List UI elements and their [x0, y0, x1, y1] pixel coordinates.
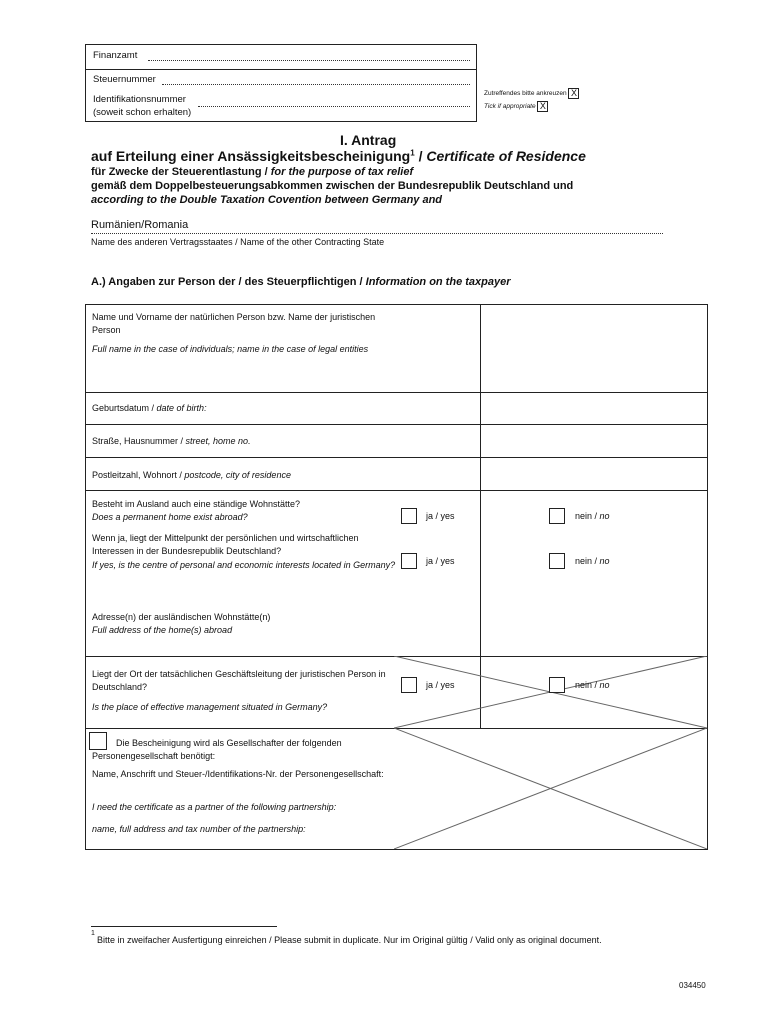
- contracting-state-value: Rumänien/Romania: [91, 219, 189, 231]
- address-label-de: Adresse(n) der ausländischen Wohnstätte(n): [92, 612, 271, 622]
- identnr-label: Identifikationsnummer: [93, 94, 186, 105]
- address-input[interactable]: [482, 595, 706, 655]
- footnote-ref: 1: [410, 148, 415, 158]
- finanzamt-row: [86, 45, 476, 70]
- home-label-de: Besteht im Ausland auch eine ständige Wohnstätte?: [92, 499, 300, 509]
- partner-name-label-en: name, full address and tax number of the partnership:: [92, 824, 306, 834]
- steuernummer-field[interactable]: [162, 83, 470, 85]
- tick-box-example: X: [568, 88, 579, 99]
- birth-label: Geburtsdatum / date of birth:: [92, 403, 207, 413]
- form-number: 034450: [679, 981, 706, 990]
- centre-yes-label: ja / yes: [426, 556, 455, 566]
- title-certificate: auf Erteilung einer Ansässigkeitsbescheinigung$^1$ / Certificate of Residence: [91, 148, 586, 164]
- city-label: Postleitzahl, Wohnort / postcode, city of residence: [92, 470, 291, 480]
- footnote-rule: [91, 926, 277, 927]
- street-label: Straße, Hausnummer / street, home no.: [92, 436, 251, 446]
- taxpayer-table: [85, 304, 708, 850]
- home-label-en: Does a permanent home exist abroad?: [92, 512, 248, 522]
- identnr-field[interactable]: [198, 105, 470, 107]
- row-line: [86, 490, 707, 491]
- address-label-en: Full address of the home(s) abroad: [92, 625, 233, 635]
- finanzamt-field[interactable]: [148, 59, 470, 61]
- centre-label-en: If yes, is the centre of personal and economic interests located in Germany?: [92, 560, 396, 570]
- tick-box-example-en: X: [537, 101, 548, 112]
- mgmt-yes-checkbox[interactable]: [401, 677, 417, 693]
- tick-hint-en: Tick if appropriate X: [484, 101, 548, 112]
- header-box: [85, 44, 477, 122]
- city-input[interactable]: [482, 458, 706, 489]
- home-no-checkbox[interactable]: [549, 508, 565, 524]
- title-dba-de: gemäß dem Doppelbesteuerungsabkommen zwischen der Bundesrepublik Deutschland und: [91, 180, 574, 192]
- title-purpose: für Zwecke der Steuerentlastung / for the purpose of tax relief: [91, 166, 414, 178]
- finanzamt-label: Finanzamt: [93, 50, 138, 61]
- home-yes-checkbox[interactable]: [401, 508, 417, 524]
- centre-no-checkbox[interactable]: [549, 553, 565, 569]
- title-dba-en: according to the Double Taxation Covention between Germany and: [91, 194, 443, 206]
- partner-name-label-de: Name, Anschrift und Steuer-/Identifikations-Nr. der Personengesellschaft:: [92, 769, 384, 779]
- tick-hint-de: Zutreffendes bitte ankreuzen X: [484, 88, 579, 99]
- birth-input[interactable]: [482, 393, 706, 423]
- mgmt-label-en: Is the place of effective management situated in Germany?: [92, 702, 328, 712]
- mgmt-no-label: nein / no: [575, 680, 610, 690]
- section-a-heading: A.) Angaben zur Person der / des Steuerpflichtigen / Information on the taxpayer: [91, 276, 511, 288]
- title-antrag: I. Antrag: [340, 132, 397, 148]
- name-input[interactable]: [482, 306, 706, 391]
- footnote-number: 1: [91, 930, 95, 937]
- partner-label-de: Die Bescheinigung wird als Gesellschafter der folgenden Personengesellschaft benötigt:: [92, 738, 342, 761]
- name-label-en: Full name in the case of individuals; name in the case of legal entities: [92, 344, 369, 354]
- home-no-label: nein / no: [575, 511, 610, 521]
- name-label-de: Name und Vorname der natürlichen Person bzw. Name der juristischen Person: [92, 312, 376, 335]
- partner-cross-out: [394, 728, 707, 849]
- home-yes-label: ja / yes: [426, 511, 455, 521]
- mgmt-yes-label: ja / yes: [426, 680, 455, 690]
- centre-label-de: Wenn ja, liegt der Mittelpunkt der persönlichen und wirtschaftlichen Interessen in der Bundesrepublik Deutschland?: [92, 533, 359, 556]
- centre-yes-checkbox[interactable]: [401, 553, 417, 569]
- mgmt-no-checkbox[interactable]: [549, 677, 565, 693]
- identnr-note: (soweit schon erhalten): [93, 107, 192, 118]
- mgmt-label-de: Liegt der Ort der tatsächlichen Geschäftsleitung der juristischen Person in Deutschland?: [92, 669, 386, 692]
- steuernummer-label: Steuernummer: [93, 74, 156, 85]
- contracting-state-label: Name des anderen Vertragsstaates / Name of the other Contracting State: [91, 237, 385, 247]
- contracting-state-field[interactable]: [91, 232, 663, 234]
- partner-label-en: I need the certificate as a partner of the following partnership:: [92, 802, 337, 812]
- street-input[interactable]: [482, 425, 706, 456]
- centre-no-label: nein / no: [575, 556, 610, 566]
- footnote-text: Bitte in zweifacher Ausfertigung einreichen / Please submit in duplicate. Nur im Original gültig / Valid only as original document.: [97, 935, 602, 945]
